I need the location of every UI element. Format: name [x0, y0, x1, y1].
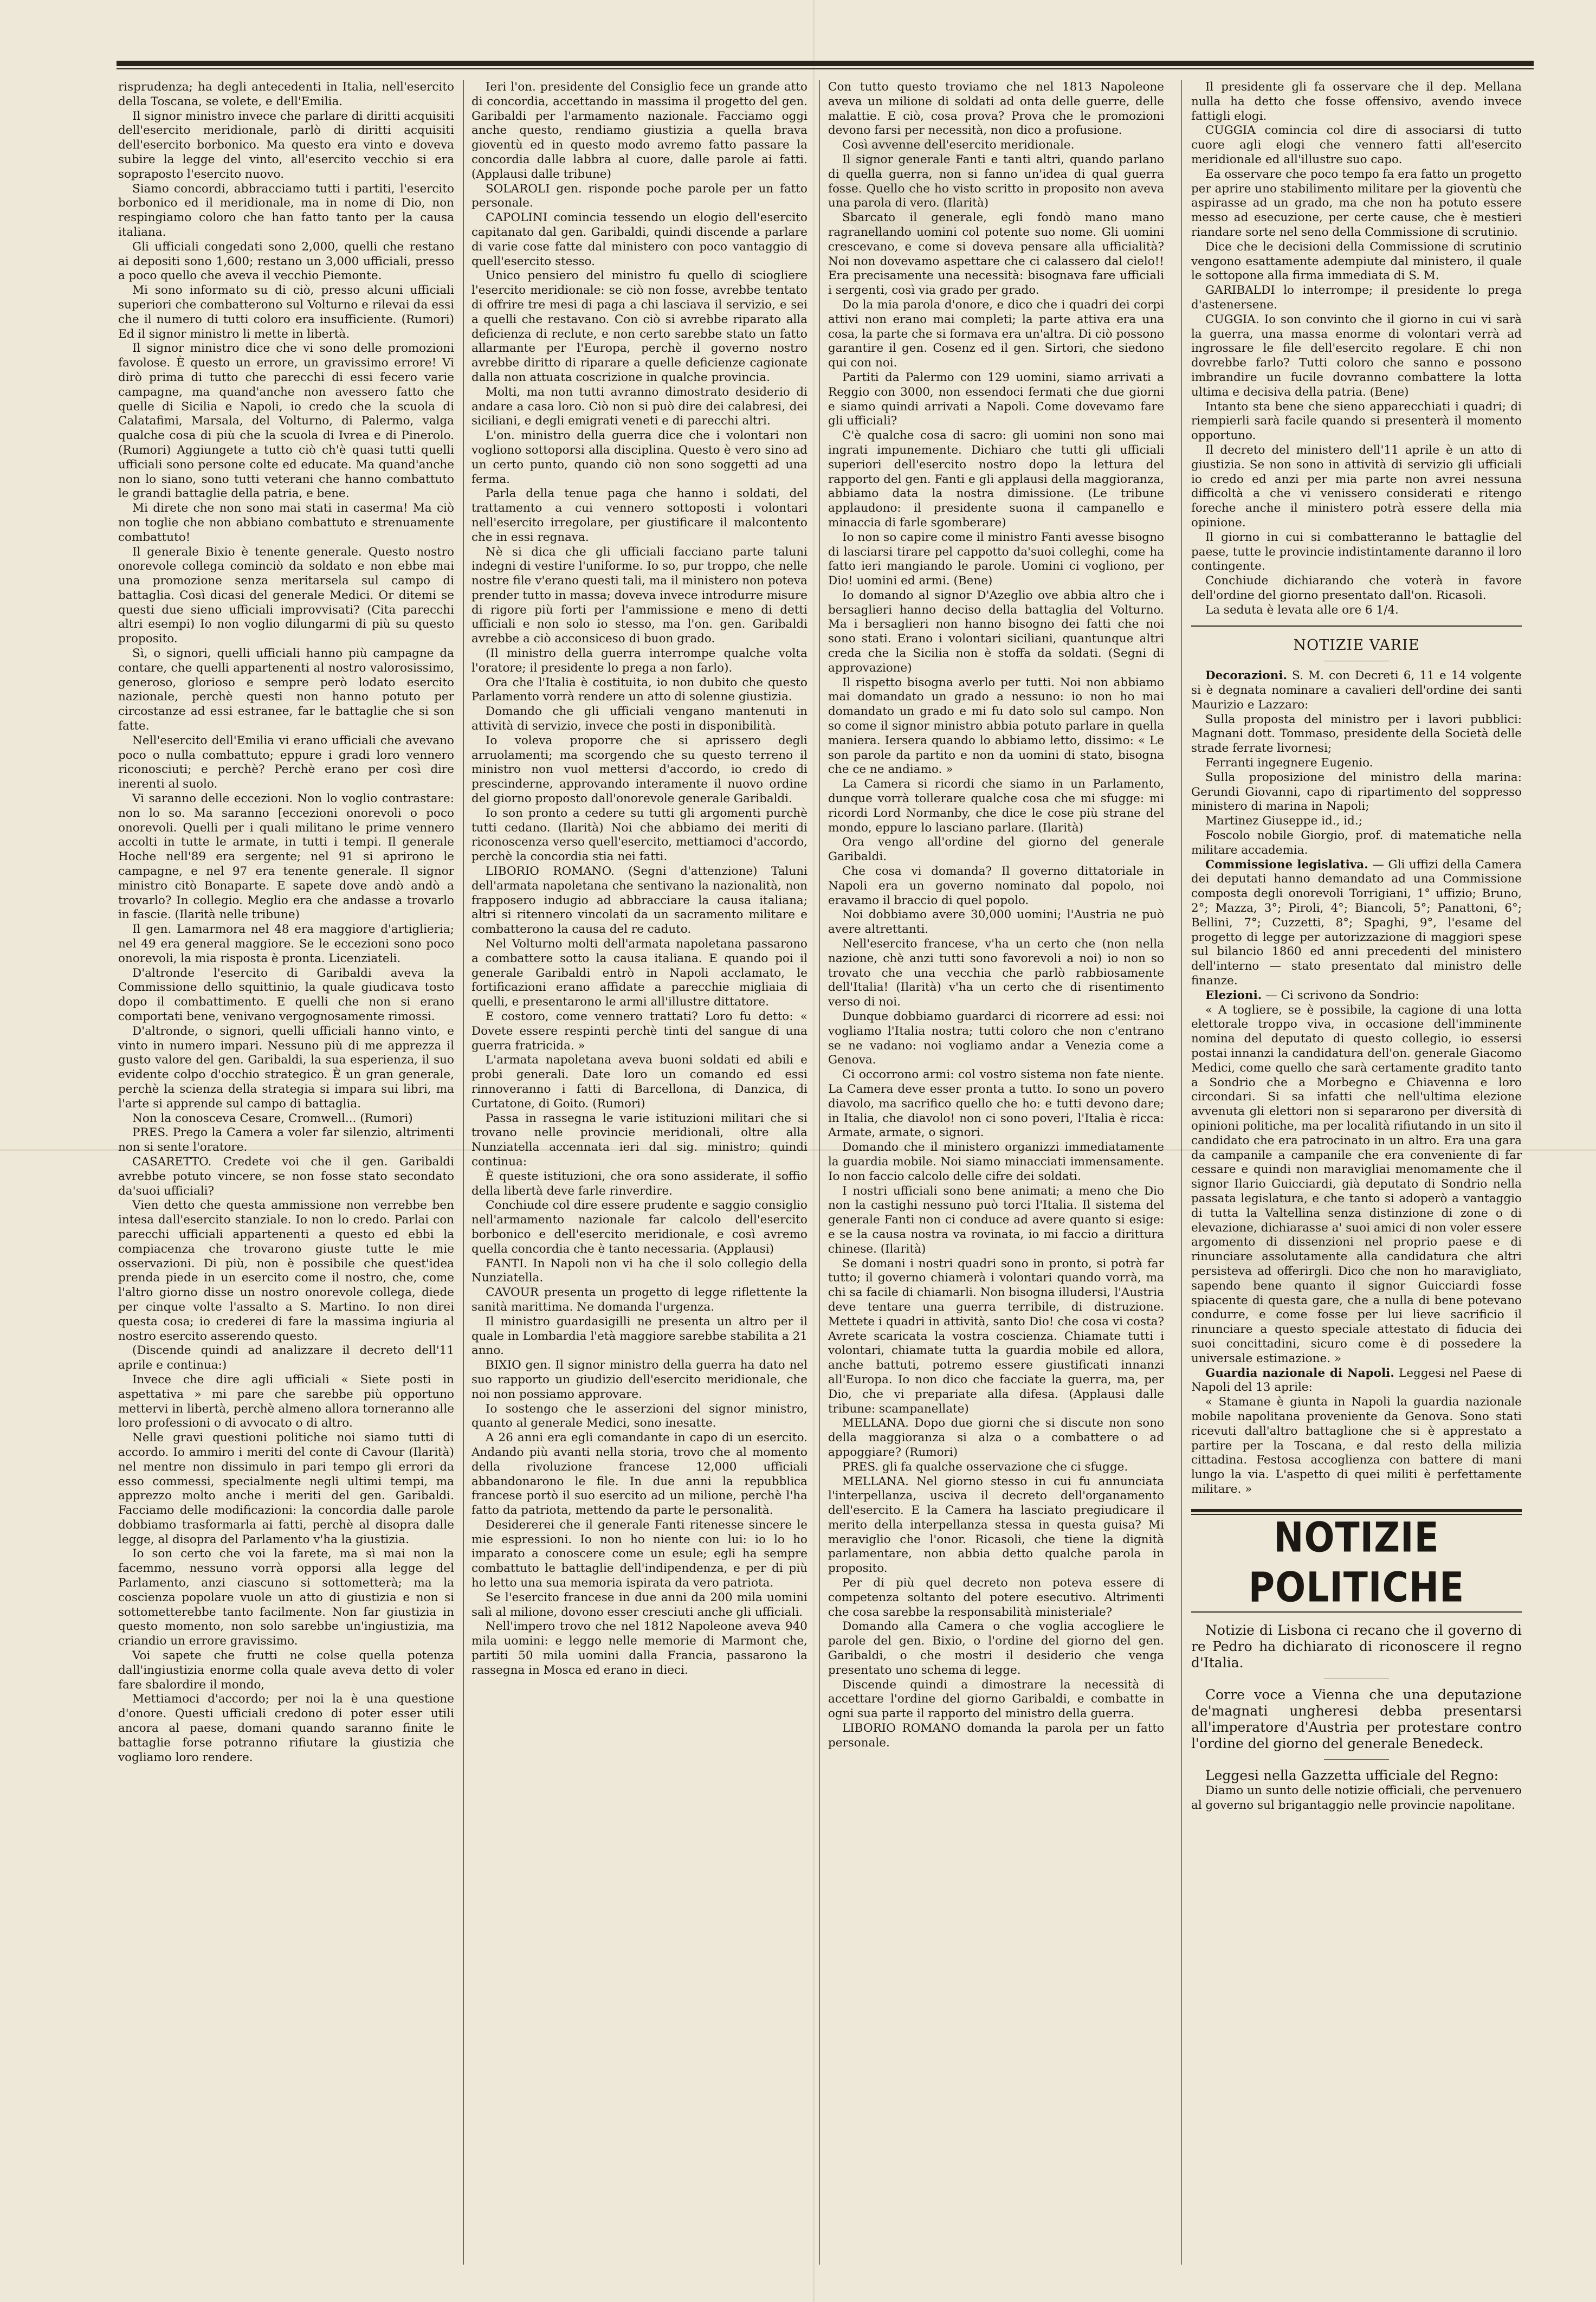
paragraph: Il generale Bixio è tenente generale. Questo nostro onorevole collega cominciò da soldato e non ebbe mai una promozione senza meritarsela sul campo di battaglia. Così dicasi del generale Medici. Or ditemi se questi due sieno ufficiali improvvisati? (Cita parecchi altri esempi) Io non voglio dilungarmi di più su questo proposito.: [118, 545, 454, 646]
item-text: — Gli uffizi della Camera dei deputati hanno demandato ad una Commissione composta degli onorevoli Torrigiani, 1° uffizio; Bruno, 2°; Mazza, 3°; Piroli, 4°; Biancoli, 5°; Panattoni, 6°; Bellini, 7°; Cuzzetti, 8°; Spaghi, 9°, l'esame del progetto di legge per autorizzazione di maggiori spese sul bilancio 1860 ed anni precedenti del ministero dell'interno — stato presentato dal ministro delle finanze.: [1191, 857, 1522, 988]
paragraph: Il signor ministro dice che vi sono delle promozioni favolose. È questo un errore, un gravissimo errore! Vi dirò prima di tutto che parecchi di essi fecero varie campagne, ma quand'anche non avessero fatto che quelle di Sicilia e Napoli, io credo che la scuola di Calatafimi, Marsala, del Volturno, di Palermo, valga qualche cosa di più che la scuola di Ivrea e di Pinerolo. (Rumori) Aggiungete a tutto ciò ch'è quasi tutti quelli ufficiali sono persone colte ed educate. Ma quand'anche non lo siano, sono tutti veterani che hanno combattuto le grandi battaglie della patria, e bene.: [118, 341, 454, 501]
paragraph: Il ministro guardasigilli ne presenta un altro per il quale in Lombardia l'età maggiore sarebbe stabilita a 21 anno.: [471, 1314, 807, 1358]
paragraph: Io domando al signor D'Azeglio ove abbia altro che i bersaglieri hanno deciso della battaglia del Volturno. Ma i bersaglieri non hanno bisogno dei fatti che noi sono stati. Erano i volontari siciliani, quantunque altri creda che la Sicilia non è stoffa da soldati. (Segni di approvazione): [828, 588, 1164, 675]
paragraph: Domando che gli ufficiali vengano mantenuti in attività di servizio, invece che posti in disponibilità.: [471, 705, 807, 733]
paragraph: CAVOUR presenta un progetto di legge riflettente la sanità marittima. Ne domanda l'urgenza.: [471, 1286, 807, 1314]
top-rule: [117, 68, 1534, 69]
paragraph: Noi dobbiamo avere 30,000 uomini; l'Austria ne può avere altrettanti.: [828, 908, 1164, 937]
paragraph: MELLANA. Dopo due giorni che si discute non sono della maggioranza si alza o a combattere o ad appoggiare? (Rumori): [828, 1416, 1164, 1459]
paragraph: Il signor ministro invece che parlare di diritti acquisiti dell'esercito meridionale, parlò di diritti acquisiti dell'esercito borbonico. Ma questo era vinto e doveva subire la legge del vinto, all'esercito vecchio si era sopraposto l'esercito nuovo.: [118, 109, 454, 181]
paragraph: Do la mia parola d'onore, e dico che i quadri dei corpi attivi non erano mai completi; la parte attiva era una cosa, la parte che si formava era un'altra. Di ciò possono garantire il gen. Cosenz ed il gen. Sirtori, che siedono qui con noi.: [828, 298, 1164, 370]
item-lead: Decorazioni.: [1205, 669, 1288, 683]
paragraph: Gli ufficiali congedati sono 2,000, quelli che restano ai depositi sono 1,600; restano un 3,000 ufficiali, presso a poco quello che aveva il vecchio Piemonte.: [118, 240, 454, 283]
paragraph: Invece che dire agli ufficiali « Siete posti in aspettativa » mi pare che sarebbe più opportuno mettervi in libertà, perchè almeno allora torneranno alle loro professioni o di avvocato o di altro.: [118, 1372, 454, 1430]
paragraph: Io son pronto a cedere su tutti gli argomenti purchè tutti cedano. (Ilarità) Noi che abbiamo dei meriti di riconoscenza verso quell'esercito, mettiamoci d'accordo, perchè la concordia stia nei fatti.: [471, 806, 807, 864]
paragraph: (Il ministro della guerra interrompe qualche volta l'oratore; il presidente lo prega a non farlo).: [471, 647, 807, 675]
paragraph: Il rispetto bisogna averlo per tutti. Noi non abbiamo mai domandato un grado a nessuno: io non ho mai domandato un grado e mi fu dato solo sul campo. Non so come il signor ministro abbia potuto parlare in quella maniera. Iersera quando lo abbiamo letto, dissimo: « Le son parole da partito e non da uomini di stato, bisogna che ce ne andiamo. »: [828, 675, 1164, 777]
paragraph: Ora vengo all'ordine del giorno del generale Garibaldi.: [828, 835, 1164, 864]
paragraph: Diamo un sunto delle notizie officiali, che pervenuero al governo sul brigantaggio nelle provincie napolitane.: [1191, 1783, 1522, 1812]
paragraph: L'armata napoletana aveva buoni soldati ed abili e probi generali. Date loro un comando ed essi rinnoveranno i fatti di Barcellona, di Danzica, di Curtatone, di Goito. (Rumori): [471, 1053, 807, 1111]
paragraph: Intanto sta bene che sieno apparecchiati i quadri; di riempierli sarà facile quando si presenterà il momento opportuno.: [1191, 399, 1522, 443]
paragraph: Vi saranno delle eccezioni. Non lo voglio contrastare: non lo so. Ma saranno [eccezioni onorevoli o poco onorevoli. Quelli per i quali militano le prime vennero accolti in tutte le armate, in tutti i tempi. Il generale Hoche nell'89 era sergente; nel 91 si aprirono le campagne, e nel 97 era tenente generale. Il signor ministro citò Bonaparte. E sapete dove andò andò a trovarlo? In collegio. Meglio era che andasse a trovarlo in fascie. (Ilarità nelle tribune): [118, 792, 454, 922]
paragraph: La seduta è levata alle ore 6 1/4.: [1205, 603, 1399, 617]
paragraph: GARIBALDI lo interrompe; il presidente lo prega d'astenersene.: [1191, 283, 1522, 312]
paragraph: Corre voce a Vienna che una deputazione de'magnati ungheresi debba presentarsi all'imperatore d'Austria per protestare contro l'ordine del giorno del generale Benedeck.: [1191, 1686, 1522, 1751]
paragraph: Conchiude dichiarando che voterà in favore dell'ordine del giorno presentato dall'on. Ricasoli.: [1191, 574, 1522, 602]
item-text: « A togliere, se è possibile, la cagione di una lotta elettorale troppo viva, in occasione dell'imminente nomina del deputato di questo collegio, io essersi postai innanzi la candidatura dell'on. generale Giacomo Medici, come quello che sarà certamente gradito tanto a Sondrio che a Morbegno e Chiavenna e loro circondari. Si sa infatti che nell'ultima elezione avvenuta gli elettori non si separarono per diversità di opinioni politiche, ma per località rifiutando in un sito il candidato che era patrocinato in un altro. Era una gara da campanile a campanile che era conveniente di far cessare e quindi non maravigliai menomamente che il signor Ilario Guicciardi, già deputato di Sondrio nella passata legislatura, e che tanto si adoperò a vantaggio di tutta la Valtellina senza distinzione di zone o di elevazione, dichiarasse a' suoi amici di non voler essere argomento di dissenzioni nel proprio paese e di rinunciare assolutamente alla candidatura che altri persisteva ad offerirgli. Dico che non ho maravigliato, sapendo bene quanto il signor Guicciardi fosse spiacente di questa gare, che a nulla di bene potevano condurre, e come fosse per lui lieve sacrificio il rinunciare a questo speciale attestato di fiducia dei suoi concittadini, sicuro come è di possedere la universale estimazione. »: [1191, 1003, 1522, 1365]
paragraph: Siamo concordi, abbracciamo tutti i partiti, l'esercito borbonico ed il meridionale, ma in nome di Dio, non respingiamo coloro che han fatto tanto per la causa italiana.: [118, 182, 454, 239]
paragraph: Così avvenne dell'esercito meridionale.: [842, 138, 1075, 152]
paragraph: Partiti da Palermo con 129 uomini, siamo arrivati a Reggio con 3000, non essendoci fermati che due giorni e siamo quindi arrivati a Napoli. Come dovevamo fare gli ufficiali?: [828, 370, 1164, 428]
paragraph: (Discende quindi ad analizzare il decreto dell'11 aprile e continua:): [118, 1344, 454, 1372]
paragraph: Molti, ma non tutti avranno dimostrato desiderio di andare a casa loro. Ciò non si può dire dei calabresi, dei siciliani, e degli emigrati veneti e di parecchi altri.: [471, 385, 807, 428]
paragraph: Ea osservare che poco tempo fa era fatto un progetto per aprire uno stabilimento militare per la gioventù che aspirasse ad un grado, ma che non ha potuto essere messo ad esecuzione, per certe cause, che è mestieri riandare sorte nel seno della Commissione di scrutinio.: [1191, 167, 1522, 239]
paragraph: Se l'esercito francese in due anni da 200 mila uomini salì al milione, dovono esser cresciuti anche gli ufficiali.: [471, 1590, 807, 1619]
paragraph: Nell'impero trovo che nel 1812 Napoleone aveva 940 mila uomini: e leggo nelle memorie di Marmont che, partiti 50 mila uomini dalla Francia, passarono la rassegna in Mosca ed erano in dieci.: [471, 1620, 807, 1677]
paragraph: E costoro, come vennero trattati? Loro fu detto: « Dovete essere respinti perchè tinti del sangue di una guerra fratricida. »: [471, 1010, 807, 1053]
paragraph: La Camera si ricordi che siamo in un Parlamento, dunque vorrà tollerare qualche cosa che mi sfugge: mi ricordi Lord Normanby, che dice le cose più strane del mondo, eppure lo lasciano parlare. (Ilarità): [828, 777, 1164, 835]
paragraph: MELLANA. Nel giorno stesso in cui fu annunciata l'interpellanza, usciva il decreto dell'organamento dell'esercito. E la Camera ha lasciato pregiudicare il merito della interpellanza stessa in questa guisa? Mi meraviglio che l'onor. Ricasoli, che tiene la dignità parlamentare, non abbia detto qualche parola in proposito.: [828, 1474, 1164, 1576]
paragraph: Mi direte che non sono mai stati in caserma! Ma ciò non toglie che non abbiano combattuto e strenuamente combattuto!: [118, 501, 454, 544]
paragraph: Nelle gravi questioni politiche noi siamo tutti di accordo. Io ammiro i meriti del conte di Cavour (Ilarità) nel mentre non dissimulo in pari tempo gli errori da esso commessi, specialmente negli ultimi tempi, ma apprezzo molto anche i meriti del gen. Garibaldi. Facciamo delle modificazioni: la concordia dalle parole dobbiamo trasformarla ai fatti, perchè al disopra dalle legge, al disopra del Parlamento v'ha la giustizia.: [118, 1431, 454, 1546]
paragraph: Unico pensiero del ministro fu quello di sciogliere l'esercito meridionale: se ciò non fosse, avrebbe tentato di offrire tre mesi di paga a chi lasciava il servizio, e sei a quelli che restavano. Con ciò si avrebbe riparato alla deficienza di reclute, e non certo sarebbe stato un fatto allarmante per l'Europa, perchè il governo nostro avrebbe diritto di riparare a quelle deficienze cagionate dalla non attuata coscrizione in qualche provincia.: [471, 269, 807, 384]
paragraph: Il presidente gli fa osservare che il dep. Mellana nulla ha detto che fosse offensivo, avendo invece fattigli elogi.: [1191, 80, 1522, 123]
paragraph: Per di più quel decreto non poteva essere di competenza soltanto del potere esecutivo. Altrimenti che cosa sarebbe la responsabilità ministeriale?: [828, 1576, 1164, 1619]
paragraph: BIXIO gen. Il signor ministro della guerra ha dato nel suo rapporto un giudizio dell'esercito meridionale, che noi non possiamo approvare.: [471, 1358, 807, 1401]
paragraph: Mettiamoci d'accordo; per noi la è una questione d'onore. Questi ufficiali credono di poter esser utili ancora al paese, domani quando saranno finite le battaglie forse potranno rifiutare la giustizia che vogliamo loro rendere.: [118, 1692, 454, 1764]
paragraph: CAPOLINI comincia tessendo un elogio dell'esercito capitanato dal gen. Garibaldi, quindi discende a parlare di varie cose fatte dal ministero con poco vantaggio di quell'esercito stesso.: [471, 211, 807, 268]
paragraph: Notizie di Lisbona ci recano che il governo di re Pedro ha dichiarato di riconoscere il regno d'Italia.: [1191, 1622, 1522, 1671]
paragraph: I nostri ufficiali sono bene animati; a meno che Dio non la castighi nessuno può torci l'Italia. Il sistema del generale Fanti non ci conduce ad avere quanto si esige: e se la causa nostra va rovinata, io mi faccio a dirittura chinese. (Ilarità): [828, 1184, 1164, 1256]
paragraph: CUGGIA comincia col dire di associarsi di tutto cuore agli elogi che vennero fatti all'esercito meridionale ed all'illustre suo capo.: [1191, 124, 1522, 166]
paragraph: Io voleva proporre che si aprissero degli arruolamenti; ma scorgendo che su questo terreno il ministro non vuol mettersi d'accordo, io credo di prescinderne, approvando interamente il nuovo ordine del giorno proposto dall'onorevole generale Garibaldi.: [471, 733, 807, 806]
paragraph: Conchiude col dire essere prudente e saggio consiglio nell'armamento nazionale far calcolo dell'esercito borbonico e dell'esercito meridionale, e così avremo quella concordia che è tanto necessaria. (Applausi): [471, 1198, 807, 1256]
column-2: [471, 80, 807, 2275]
paragraph: Che cosa vi domanda? Il governo dittatoriale in Napoli era un governo nominato dal popolo, noi eravamo il braccio di quel popolo.: [828, 865, 1164, 907]
item-text: Sulla proposta del ministro per i lavori pubblici: Magnani dott. Tommaso, presidente della Società delle strade ferrate livornesi;: [1191, 712, 1522, 756]
column-separator: [819, 80, 820, 2265]
paragraph: Vien detto che questa ammissione non verrebbe ben intesa dall'esercito stanziale. Io non lo credo. Parlai con parecchi ufficiali appartenenti a questo ed ebbi la compiacenza che trovarono giuste tutte le mie osservazioni. Di più, non è possibile che quest'idea prenda piede in un esercito come il nostro, che, come l'altro giorno disse un nostro onorevole collega, diede per cinque volte l'assalto a S. Martino. Io non direi questa cosa; io crederei di fare la massima ingiuria al nostro esercito asserendo questo.: [118, 1198, 454, 1343]
paragraph: LIBORIO ROMANO domanda la parola per un fatto personale.: [828, 1721, 1164, 1750]
paper-fold: [813, 0, 815, 2302]
column-1: [118, 80, 454, 2275]
item-text: S. M. con Decreti 6, 11 e 14 volgente si è degnata nominare a cavalieri dell'ordine dei santi Maurizio e Lazzaro:: [1191, 669, 1522, 712]
paragraph: Io sostengo che le asserzioni del signor ministro, quanto al generale Medici, sono inesatte.: [471, 1402, 807, 1430]
item-text: Foscolo nobile Giorgio, prof. di matematiche nella militare accademia.: [1191, 829, 1522, 857]
item-lead: Guardia nazionale di Napoli.: [1205, 1366, 1394, 1380]
item-separator: [1324, 1759, 1389, 1760]
paragraph: Ci occorrono armi: col vostro sistema non fate niente. La Camera deve esser pronta a tutto. Io sono un povero diavolo, ma sacrifico quello che ho: e tutti devono dare; in Italia, che diavolo! non ci sono poveri, l'Italia è ricca: Armate, armate, o signori.: [828, 1068, 1164, 1140]
paragraph: SOLAROLI gen. risponde poche parole per un fatto personale.: [471, 182, 807, 210]
paragraph: PRES. gli fa qualche osservazione che ci sfugge.: [842, 1460, 1128, 1474]
item-text: — Ci scrivono da Sondrio:: [1262, 988, 1419, 1002]
paragraph: Parla della tenue paga che hanno i soldati, del trattamento a cui vennero sottoposti i volontari nell'esercito irregolare, per giustificare il malcontento che in essi regnava.: [471, 487, 807, 544]
paragraph: Nel Volturno molti dell'armata napoletana passarono a combattere sotto la causa italiana. E quando poi il generale Garibaldi entrò in Napoli acclamato, le fortificazioni erano affidate a parecchie migliaia di quelli, e presentarono le armi all'illustre dittatore.: [471, 937, 807, 1009]
paragraph: Non la conosceva Cesare, Cromwell... (Rumori): [132, 1111, 413, 1125]
paragraph: A 26 anni era egli comandante in capo di un esercito. Andando più avanti nella storia, trovo che al momento della rivoluzione francese 12,000 ufficiali abbandonarono le file. In due anni la repubblica francese portò il suo esercito ad un milione, perchè l'ha fatto da patriota, mettendo da parte le personalità.: [471, 1431, 807, 1518]
paragraph: Io son certo che voi la farete, ma sì mai non la facemmo, nessuno vorrà opporsi alla legge del Parlamento, anzi ciascuno si sottometterà; ma la coscienza popolare vuole un atto di giustizia e non si sottometterebbe tanto facilmente. Non far giustizia in questo momento, non solo sarebbe un'ingiustizia, ma criandio un errore gravissimo.: [118, 1547, 454, 1648]
paragraph: Ora che l'Italia è costituita, io non dubito che questo Parlamento vorrà rendere un atto di solenne giustizia.: [471, 675, 807, 704]
item-text: Martinez Giuseppe id., id.;: [1205, 814, 1362, 828]
section-rule: [1191, 625, 1522, 627]
paragraph: C'è qualche cosa di sacro: gli uomini non sono mai ingrati impunemente. Dichiaro che tutti gli ufficiali superiori dell'esercito nostro dopo la lettura del rapporto del gen. Fanti e gli applausi della maggioranza, abbiamo data la nostra dimissione. (Le tribune applaudono: il presidente suona il campanello e minaccia di farle sgomberare): [828, 429, 1164, 530]
section-title-notizie-varie: NOTIZIE VARIE: [1293, 637, 1420, 654]
paragraph: Sbarcato il generale, egli fondò mano mano ragranellando uomini col potente suo nome. Gli uomini crescevano, e come si doveva pensare alla ufficialità? Noi non dovevamo aspettare che ci calassero dal cielo!! Era precisamente una necessità: bisognava fare ufficiali i sergenti, così via grado per grado.: [828, 211, 1164, 298]
column-separator: [1181, 80, 1182, 2265]
paragraph: Discende quindi a dimostrare la necessità di accettare l'ordine del giorno Garibaldi, e combatte in ogni sua parte il rapporto del ministro della guerra.: [828, 1678, 1164, 1721]
paragraph: D'altronde, o signori, quelli ufficiali hanno vinto, e vinto in numero impari. Nessuno più di me apprezza il gusto valore del gen. Garibaldi, la sua esperienza, il suo evidente colpo d'occhio strategico. È un gran generale, perchè la scienza della strategia si impara sui libri, ma l'arte si apprende sul campo di battaglia.: [118, 1024, 454, 1111]
paragraph: CUGGIA. Io son convinto che il giorno in cui vi sarà la guerra, una massa enorme di volontari verrà ad ingrossare le file dell'esercito regolare. E chi non dovrebbe farlo? Tutti coloro che sanno e possono imbrandire un fucile dovranno combattere la lotta ultima e decisiva della patria. (Bene): [1191, 312, 1522, 399]
paragraph: Nè si dica che gli ufficiali facciano parte taluni indegni di vestire l'uniforme. Io so, pur troppo, che nelle nostre file v'erano questi tali, ma il ministero non poteva prender tutto in massa; doveva invece introdurre misure di rigore più forti per l'ammissione e meno di detti ufficiali e non solo io stesso, ma l'on. gen. Garibaldi avrebbe a ciò acconsiceso di buon grado.: [471, 545, 807, 646]
paragraph: Io non so capire come il ministro Fanti avesse bisogno di lasciarsi tirare pel cappotto da'suoi colleghi, come ha fatto ieri mangiando le parole. Uomini ci vogliono, per Dio! uomini ed armi. (Bene): [828, 530, 1164, 588]
paragraph: Domando che il ministero organizzi immediatamente la guardia mobile. Noi siamo minacciati immensamente. Io non faccio calcolo delle cifre dei soldati.: [828, 1140, 1164, 1183]
paragraph: Il decreto del ministero dell'11 aprile è un atto di giustizia. Se non sono in attività di servizio gli ufficiali io credo ed anzi per mia parte non avrei nessuna difficoltà a che vi venissero considerati e ritengo foreche anche il ministero potrà essere della mia opinione.: [1191, 443, 1522, 530]
section-title-notizie-politiche: NOTIZIE POLITICHE: [1248, 1513, 1465, 1611]
paragraph: Nell'esercito francese, v'ha un certo che (non nella nazione, chè anzi tutti sono favorevoli a noi) io non so trovato che una vecchia che parlò rabbiosamente dell'Italia! (Ilarità) v'ha un certo che di risentimento verso di noi.: [828, 937, 1164, 1009]
paragraph: Dunque dobbiamo guardarci di ricorrere ad essi: noi vogliamo l'Italia nostra; tutti coloro che non c'entrano se ne vadano: noi vogliamo andar a Venezia come a Genova.: [828, 1010, 1164, 1067]
paragraph: Sì, o signori, quelli ufficiali hanno più campagne da contare, che quelli appartenenti al nostro valorosissimo, generoso, glorioso e sempre però lodato esercito nazionale, perchè questi non hanno potuto per circostanze ad essi estranee, far le battaglie che si son fatte.: [118, 647, 454, 733]
item-lead: Elezioni.: [1205, 988, 1262, 1002]
paragraph: FANTI. In Napoli non vi ha che il solo collegio della Nunziatella.: [471, 1256, 807, 1285]
paragraph: Voi sapete che frutti ne colse quella potenza dall'ingiustizia enorme colla quale aveva detto di voler fare sbalordire il mondo,: [118, 1649, 454, 1692]
paragraph: Mi sono informato su di ciò, presso alcuni ufficiali superiori che combatterono sul Volturno e rilevai da essi che il numero di tutti coloro era insufficiente. (Rumori) Ed il signor ministro li mette in libertà.: [118, 283, 454, 341]
item-text: Ferranti ingegnere Eugenio.: [1205, 756, 1373, 770]
column-separator: [463, 80, 464, 2265]
item-text: « Stamane è giunta in Napoli la guardia nazionale mobile napolitana proveniente da Genova. Sono stati ricevuti dall'altro battaglione che si è apprestato a partire per la Toscana, e dal resto della milizia cittadina. Festosa accoglienza con battere di mani lungo la via. L'aspetto di quei militi è perfettamente militare. »: [1191, 1395, 1522, 1496]
paragraph: Leggesi nella Gazzetta ufficiale del Regno:: [1205, 1767, 1499, 1783]
paragraph: D'altronde l'esercito di Garibaldi aveva la Commissione dello squittinio, la quale giudicava tosto dopo il combattimento. E quelli che non si erano comportati bene, venivano vergognosamente rimossi.: [118, 966, 454, 1023]
top-rule: [117, 61, 1534, 66]
paragraph: Il giorno in cui si combatteranno le battaglie del paese, tutte le provincie indistintamente daranno il loro contingente.: [1191, 530, 1522, 573]
paragraph: Passa in rassegna le varie istituzioni militari che si trovano nelle provincie meridionali, oltre alla Nunziatella accennata ieri dal sig. ministro; quindi continua:: [471, 1111, 807, 1169]
column-3: [828, 80, 1164, 2275]
item-text: Sulla proposizione del ministro della marina: Gerundi Giovanni, capo di ripartimento del soppresso ministero di marina in Napoli;: [1191, 770, 1522, 814]
item-text: Leggesi nel Paese di Napoli del 13 aprile:: [1191, 1366, 1522, 1395]
paragraph: Il signor generale Fanti e tanti altri, quando parlano di quella guerra, non si fanno un'idea di qual guerra fosse. Quello che ho visto scritto in proposito non aveva una parola di vero. (Ilarità): [828, 152, 1164, 210]
paragraph: Il gen. Lamarmora nel 48 era maggiore d'artiglieria; nel 49 era general maggiore. Se le eccezioni sono poco onorevoli, la mia risposta è pronta. Licenziateli.: [118, 923, 454, 965]
item-lead: Commissione legislativa.: [1205, 857, 1368, 872]
paragraph: Con tutto questo troviamo che nel 1813 Napoleone aveva un milione di soldati ad onta delle guerre, delle malattie. E ciò, cosa prova? Prova che le promozioni devono farsi per necessità, non dico a profusione.: [828, 80, 1164, 138]
paragraph: L'on. ministro della guerra dice che i volontari non vogliono sottoporsi alla disciplina. Questo è vero sino ad un certo punto, quando ciò non sono soggetti ad una ferma.: [471, 429, 807, 486]
column-4: [1191, 80, 1522, 2275]
paragraph: PRES. Prego la Camera a voler far silenzio, altrimenti non si sente l'oratore.: [118, 1126, 454, 1155]
paragraph: Ieri l'on. presidente del Consiglio fece un grande atto di concordia, accettando in massima il progetto del gen. Garibaldi per l'armamento nazionale. Facciamo oggi anche questo, rendiamo giustizia a quella brava gioventù ed in questo modo avremo fatto passare la concordia dalle labbra al cuore, dalle parole ai fatti. (Applausi dalle tribune): [471, 80, 807, 181]
paragraph: Domando alla Camera o che voglia accogliere le parole del gen. Bixio, o l'ordine del giorno del gen. Garibaldi, o che mostri il desiderio che venga presentato uno schema di legge.: [828, 1620, 1164, 1677]
paragraph: Dice che le decisioni della Commissione di scrutinio vengono esattamente adempiute dal ministero, il quale le sottopone alla firma immediata di S. M.: [1191, 240, 1522, 283]
paragraph: È queste istituzioni, che ora sono assiderate, il soffio della libertà deve farle rinverdire.: [471, 1169, 807, 1198]
paragraph: Se domani i nostri quadri sono in pronto, si potrà far tutto; il governo chiamerà i volontari quando vorrà, ma chi sa facile di chiamarli. Non bisogna illudersi, l'Austria deve tentare una guerra terribile, di distruzione. Mettete i quadri in attività, santo Dio! che cosa vi costa? Avrete scaricata la vostra coscienza. Chiamate tutti i volontari, chiamate tutta la guardia mobile ed allora, anche battuti, potremo essere giustificati innanzi all'Europa. Io non dico che facciate la guerra, ma, per Dio, che vi prepariate alla difesa. (Applausi dalle tribune: scampanellate): [828, 1256, 1164, 1416]
paragraph: CASARETTO. Credete voi che il gen. Garibaldi avrebbe potuto vincere, se non fosse stato secondato da'suoi ufficiali?: [118, 1155, 454, 1198]
paragraph: Desidererei che il generale Fanti ritenesse sincere le mie espressioni. Io non ho niente con lui: io lo ho imparato a conoscere come un esule; egli ha sempre combattuto le battaglie dell'indipendenza, e per di più ho letto una sua memoria ispirata da vero patriota.: [471, 1518, 807, 1590]
paragraph: LIBORIO ROMANO. (Segni d'attenzione) Taluni dell'armata napoletana che sentivano la nazionalità, non frapposero indugio ad abbracciare la causa italiana; altri si ritennero vincolati da un sacramento militare e combatterono la causa del re caduto.: [471, 865, 807, 937]
paragraph: Nell'esercito dell'Emilia vi erano ufficiali che avevano poco o nulla combattuto; eppure i gradi loro vennero riconosciuti; e perchè? Perchè erano per così dire inerenti al suolo.: [118, 733, 454, 791]
paragraph: risprudenza; ha degli antecedenti in Italia, nell'esercito della Toscana, se volete, e dell'Emilia.: [118, 80, 454, 108]
